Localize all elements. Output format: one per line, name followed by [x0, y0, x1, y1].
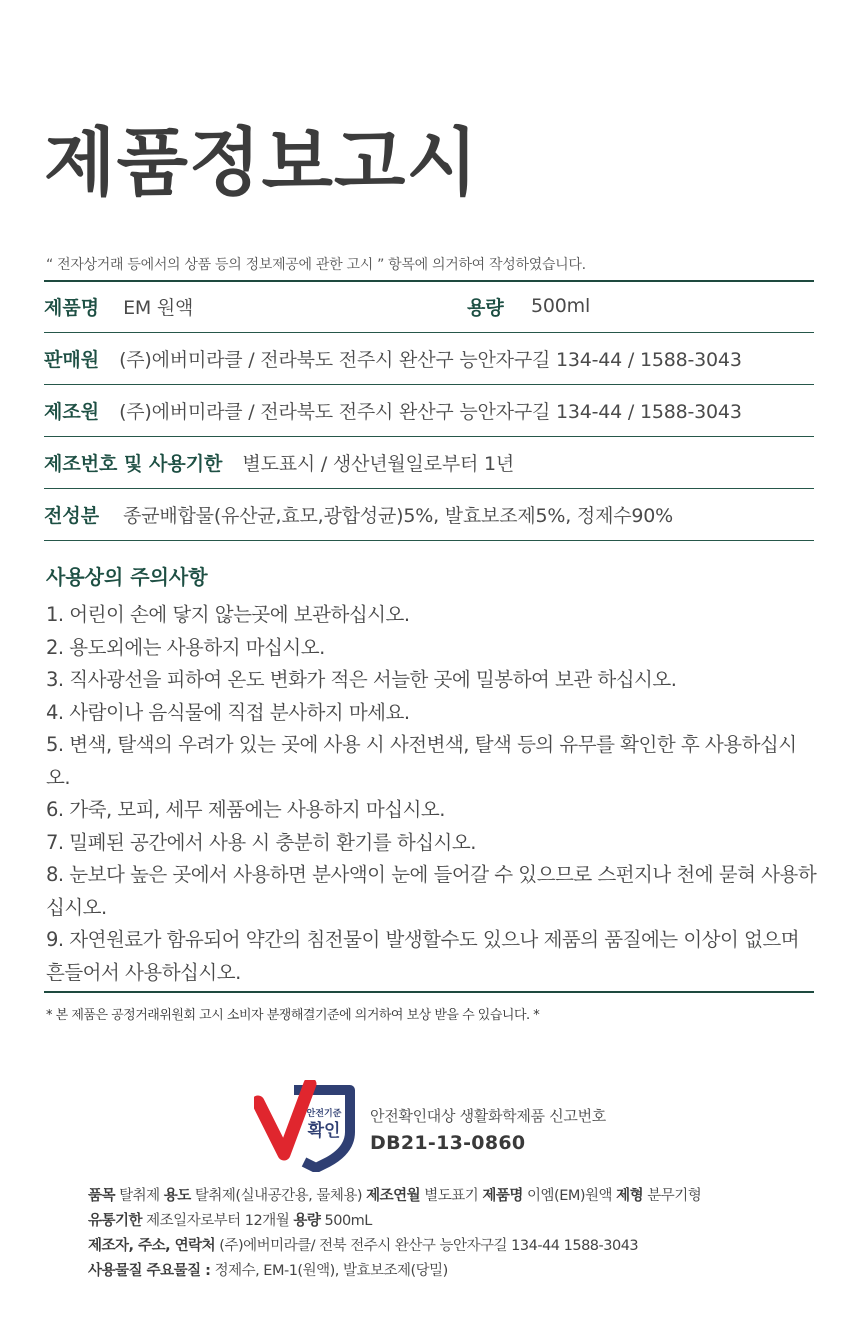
- seller-value: (주)에버미라클 / 전라북도 전주시 완산구 능안자구길 134-44 / 1588-3043: [119, 348, 742, 371]
- spec-substances-label: 사용물질 주요물질 :: [88, 1263, 211, 1279]
- precautions-title: 사용상의 주의사항: [46, 565, 208, 589]
- spec-line-3: [88, 1234, 788, 1255]
- ingredients-row: [44, 489, 814, 539]
- volume-value: 500ml: [531, 295, 591, 317]
- manufacturer-value: (주)에버미라클 / 전라북도 전주시 완산구 능안자구길 134-44 / 1588-3043: [119, 400, 742, 423]
- spec-name-label: 제품명: [482, 1188, 523, 1204]
- spec-line-2: [88, 1209, 788, 1230]
- product-name-row: [44, 281, 814, 331]
- badge-top-text: 안전기준: [306, 1109, 342, 1119]
- spec-line-4: [88, 1259, 788, 1280]
- spec-use-value: 탈취제(실내공간용, 물체용): [194, 1188, 362, 1204]
- spec-item-label: 품목: [88, 1188, 116, 1204]
- spec-maker-value: (주)에버미라클/ 전북 전주시 완산구 능안자구길 134-44 1588-3043: [219, 1238, 639, 1254]
- spec-expiry-value: 제조일자로부터 12개월: [146, 1213, 290, 1229]
- certification-info: [370, 1105, 606, 1154]
- spec-name-value: 이엠(EM)원액: [527, 1188, 613, 1204]
- badge-main-text: 확인: [307, 1121, 341, 1141]
- certification-number: DB21-13-0860: [370, 1132, 526, 1154]
- mfg-row: [44, 437, 814, 487]
- row-divider: [44, 540, 814, 541]
- ingredients-value: 종균배합물(유산균,효모,광합성균)5%, 발효보조제5%, 정제수90%: [123, 504, 674, 527]
- manufacturer-row: [44, 385, 814, 435]
- precautions-bottom-rule: [44, 991, 814, 993]
- product-name-label: 제품명: [44, 296, 100, 319]
- list-item: 3. 직사광선을 피하여 온도 변화가 적은 서늘한 곳에 밀봉하여 보관 하십시오.: [46, 668, 677, 691]
- mfg-value: 별도표시 / 생산년월일로부터 1년: [242, 452, 515, 475]
- list-item: 5. 변색, 탈색의 우려가 있는 곳에 사용 시 사전변색, 탈색 등의 유무를 확인한 후 사용하십시오.: [46, 733, 797, 789]
- manufacturer-label: 제조원: [44, 400, 100, 423]
- certification-label: 안전확인대상 생활화학제품 신고번호: [370, 1107, 606, 1125]
- list-item: 1. 어린이 손에 닿지 않는곳에 보관하십시오.: [46, 603, 410, 626]
- page-title: 제품정보고시: [44, 120, 479, 206]
- seller-label: 판매원: [44, 348, 100, 371]
- spec-form-value: 분무기형: [647, 1188, 702, 1204]
- list-item: 7. 밀폐된 공간에서 사용 시 충분히 환기를 하십시오.: [46, 830, 476, 854]
- safety-check-badge-icon: [254, 1080, 358, 1172]
- spec-volume-value: 500mL: [324, 1213, 372, 1229]
- spec-use-label: 용도: [163, 1188, 191, 1204]
- seller-row: [44, 333, 814, 383]
- spec-line-1: [88, 1184, 788, 1205]
- spec-substances-value: 정제수, EM-1(원액), 발효보조제(당밀): [214, 1263, 448, 1279]
- precautions-list: [46, 599, 818, 989]
- list-item: 6. 가죽, 모피, 세무 제품에는 사용하지 마십시오.: [46, 798, 445, 821]
- list-item: 4. 사람이나 음식물에 직접 분사하지 마세요.: [46, 700, 410, 724]
- spec-volume-label: 용량: [293, 1213, 321, 1229]
- product-name-value: EM 원액: [123, 296, 194, 319]
- spec-item-value: 탈취제: [119, 1188, 160, 1204]
- notice-text: “ 전자상거래 등에서의 상품 등의 정보제공에 관한 고시 ” 항목에 의거하여 작성하였습니다.: [46, 257, 586, 273]
- spec-expiry-label: 유통기한: [88, 1213, 143, 1229]
- ingredients-label: 전성분: [44, 504, 100, 527]
- spec-maker-label: 제조자, 주소, 연락처: [88, 1238, 216, 1254]
- list-item: 8. 눈보다 높은 곳에서 사용하면 분사액이 눈에 들어갈 수 있으므로 스펀지나 천에 묻혀 사용하십시오.: [46, 863, 817, 919]
- spec-mfg-date-label: 제조연월: [366, 1188, 421, 1204]
- volume-label: 용량: [467, 296, 504, 319]
- spec-mfg-date-value: 별도표기: [424, 1188, 479, 1204]
- mfg-label: 제조번호 및 사용기한: [44, 452, 223, 475]
- list-item: 9. 자연원료가 함유되어 약간의 침전물이 발생할수도 있으나 제품의 품질에는 이상이 없으며 흔들어서 사용하십시오.: [46, 928, 800, 984]
- footnote: * 본 제품은 공정거래위원회 고시 소비자 분쟁해결기준에 의거하여 보상 받을 수 있습니다. *: [46, 1008, 540, 1023]
- list-item: 2. 용도외에는 사용하지 마십시오.: [46, 635, 325, 659]
- spec-form-label: 제형: [616, 1188, 644, 1204]
